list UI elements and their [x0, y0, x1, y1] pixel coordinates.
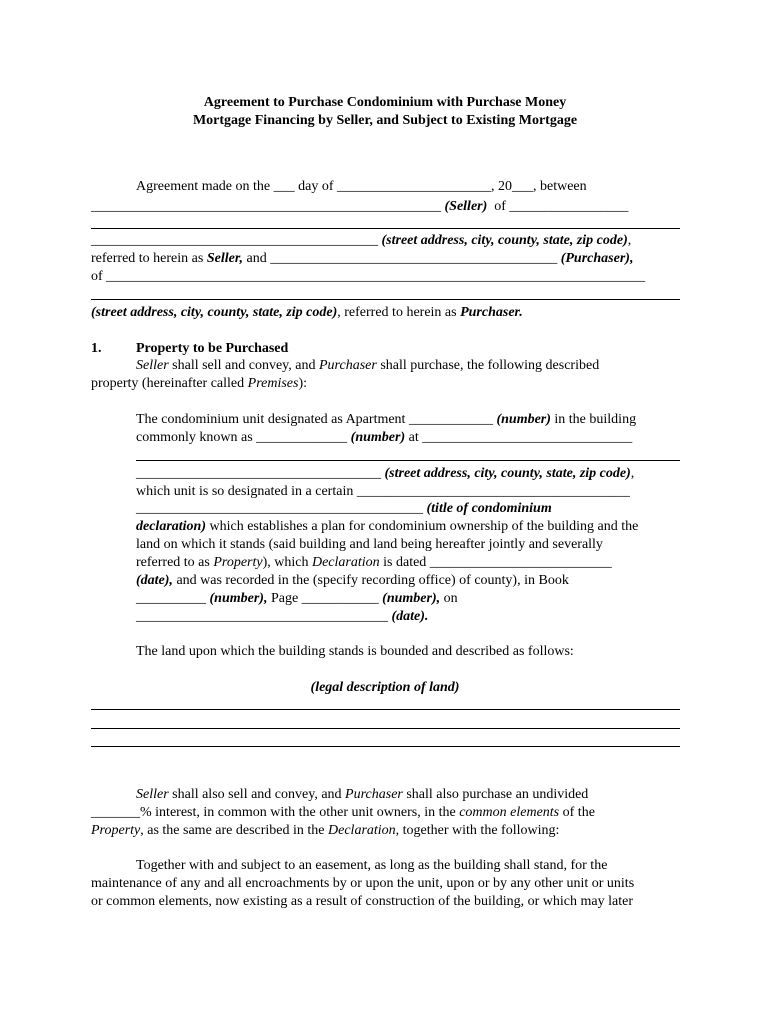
interest-line-1: Seller shall also sell and convey, and Purchaser shall also purchase an undivided [136, 787, 589, 802]
unit-line-1: The condominium unit designated as Apartment ____________ (number) in the building [136, 412, 637, 427]
unit-line-9: referred to as Property), which Declaration is dated __________________________ [136, 555, 612, 570]
blank-rule [91, 299, 680, 300]
blank-rule [91, 728, 680, 729]
blank-rule [136, 460, 680, 461]
section-para-line-1: Seller shall sell and convey, and Purchaser shall purchase, the following described [136, 358, 600, 373]
document-title-line-1: Agreement to Purchase Condominium with Purchase Money [203, 95, 567, 110]
intro-line-6: of _____________________________________________________________________________ [91, 269, 646, 284]
unit-line-4: ___________________________________ (street address, city, county, state, zip code), [136, 466, 635, 481]
unit-line-11: __________ (number), Page ___________ (number), on [136, 591, 458, 606]
document-title-line-2: Mortgage Financing by Seller, and Subject to Existing Mortgage [192, 113, 578, 128]
section-heading: Property to be Purchased [136, 341, 289, 356]
unit-line-2: commonly known as _____________ (number) at ______________________________ [136, 430, 633, 445]
unit-line-7: declaration) which establishes a plan for condominium ownership of the building and the [136, 519, 639, 534]
section-number: 1. [91, 341, 102, 356]
unit-line-6: _________________________________________ (title of condominium [136, 501, 552, 516]
intro-line-2: __________________________________________________ (Seller) of _________________ [91, 199, 629, 214]
land-intro: The land upon which the building stands is bounded and described as follows: [136, 644, 574, 659]
intro-line-5: referred to herein as Seller, and _________________________________________ (Purchaser), [91, 251, 634, 266]
easement-line-3: or common elements, now existing as a result of construction of the building, or which may later [91, 894, 633, 909]
section-para-line-2: property (hereinafter called Premises): [91, 376, 308, 391]
interest-line-3: Property, as the same are described in the Declaration, together with the following: [91, 823, 560, 838]
intro-line-4: _________________________________________ (street address, city, county, state, zip code), [91, 233, 632, 248]
interest-line-2: _______% interest, in common with the other unit owners, in the common elements of the [91, 805, 595, 820]
unit-line-12: ____________________________________ (date). [136, 609, 429, 624]
intro-line-1: Agreement made on the ___ day of ______________________, 20___, between [136, 179, 587, 194]
blank-rule [91, 746, 680, 747]
intro-line-8: (street address, city, county, state, zip code), referred to herein as Purchaser. [91, 305, 523, 320]
unit-line-10: (date), and was recorded in the (specify recording office) of county), in Book [136, 573, 569, 588]
unit-line-5: which unit is so designated in a certain _______________________________________ [136, 484, 630, 499]
legal-description-label: (legal description of land) [310, 680, 460, 695]
easement-line-2: maintenance of any and all encroachments by or upon the unit, upon or by any other unit or units [91, 876, 635, 891]
easement-line-1: Together with and subject to an easement, as long as the building shall stand, for the [136, 858, 608, 873]
blank-rule [91, 228, 680, 229]
unit-line-8: land on which it stands (said building and land being hereafter jointly and severally [136, 537, 603, 552]
blank-rule [91, 709, 680, 710]
